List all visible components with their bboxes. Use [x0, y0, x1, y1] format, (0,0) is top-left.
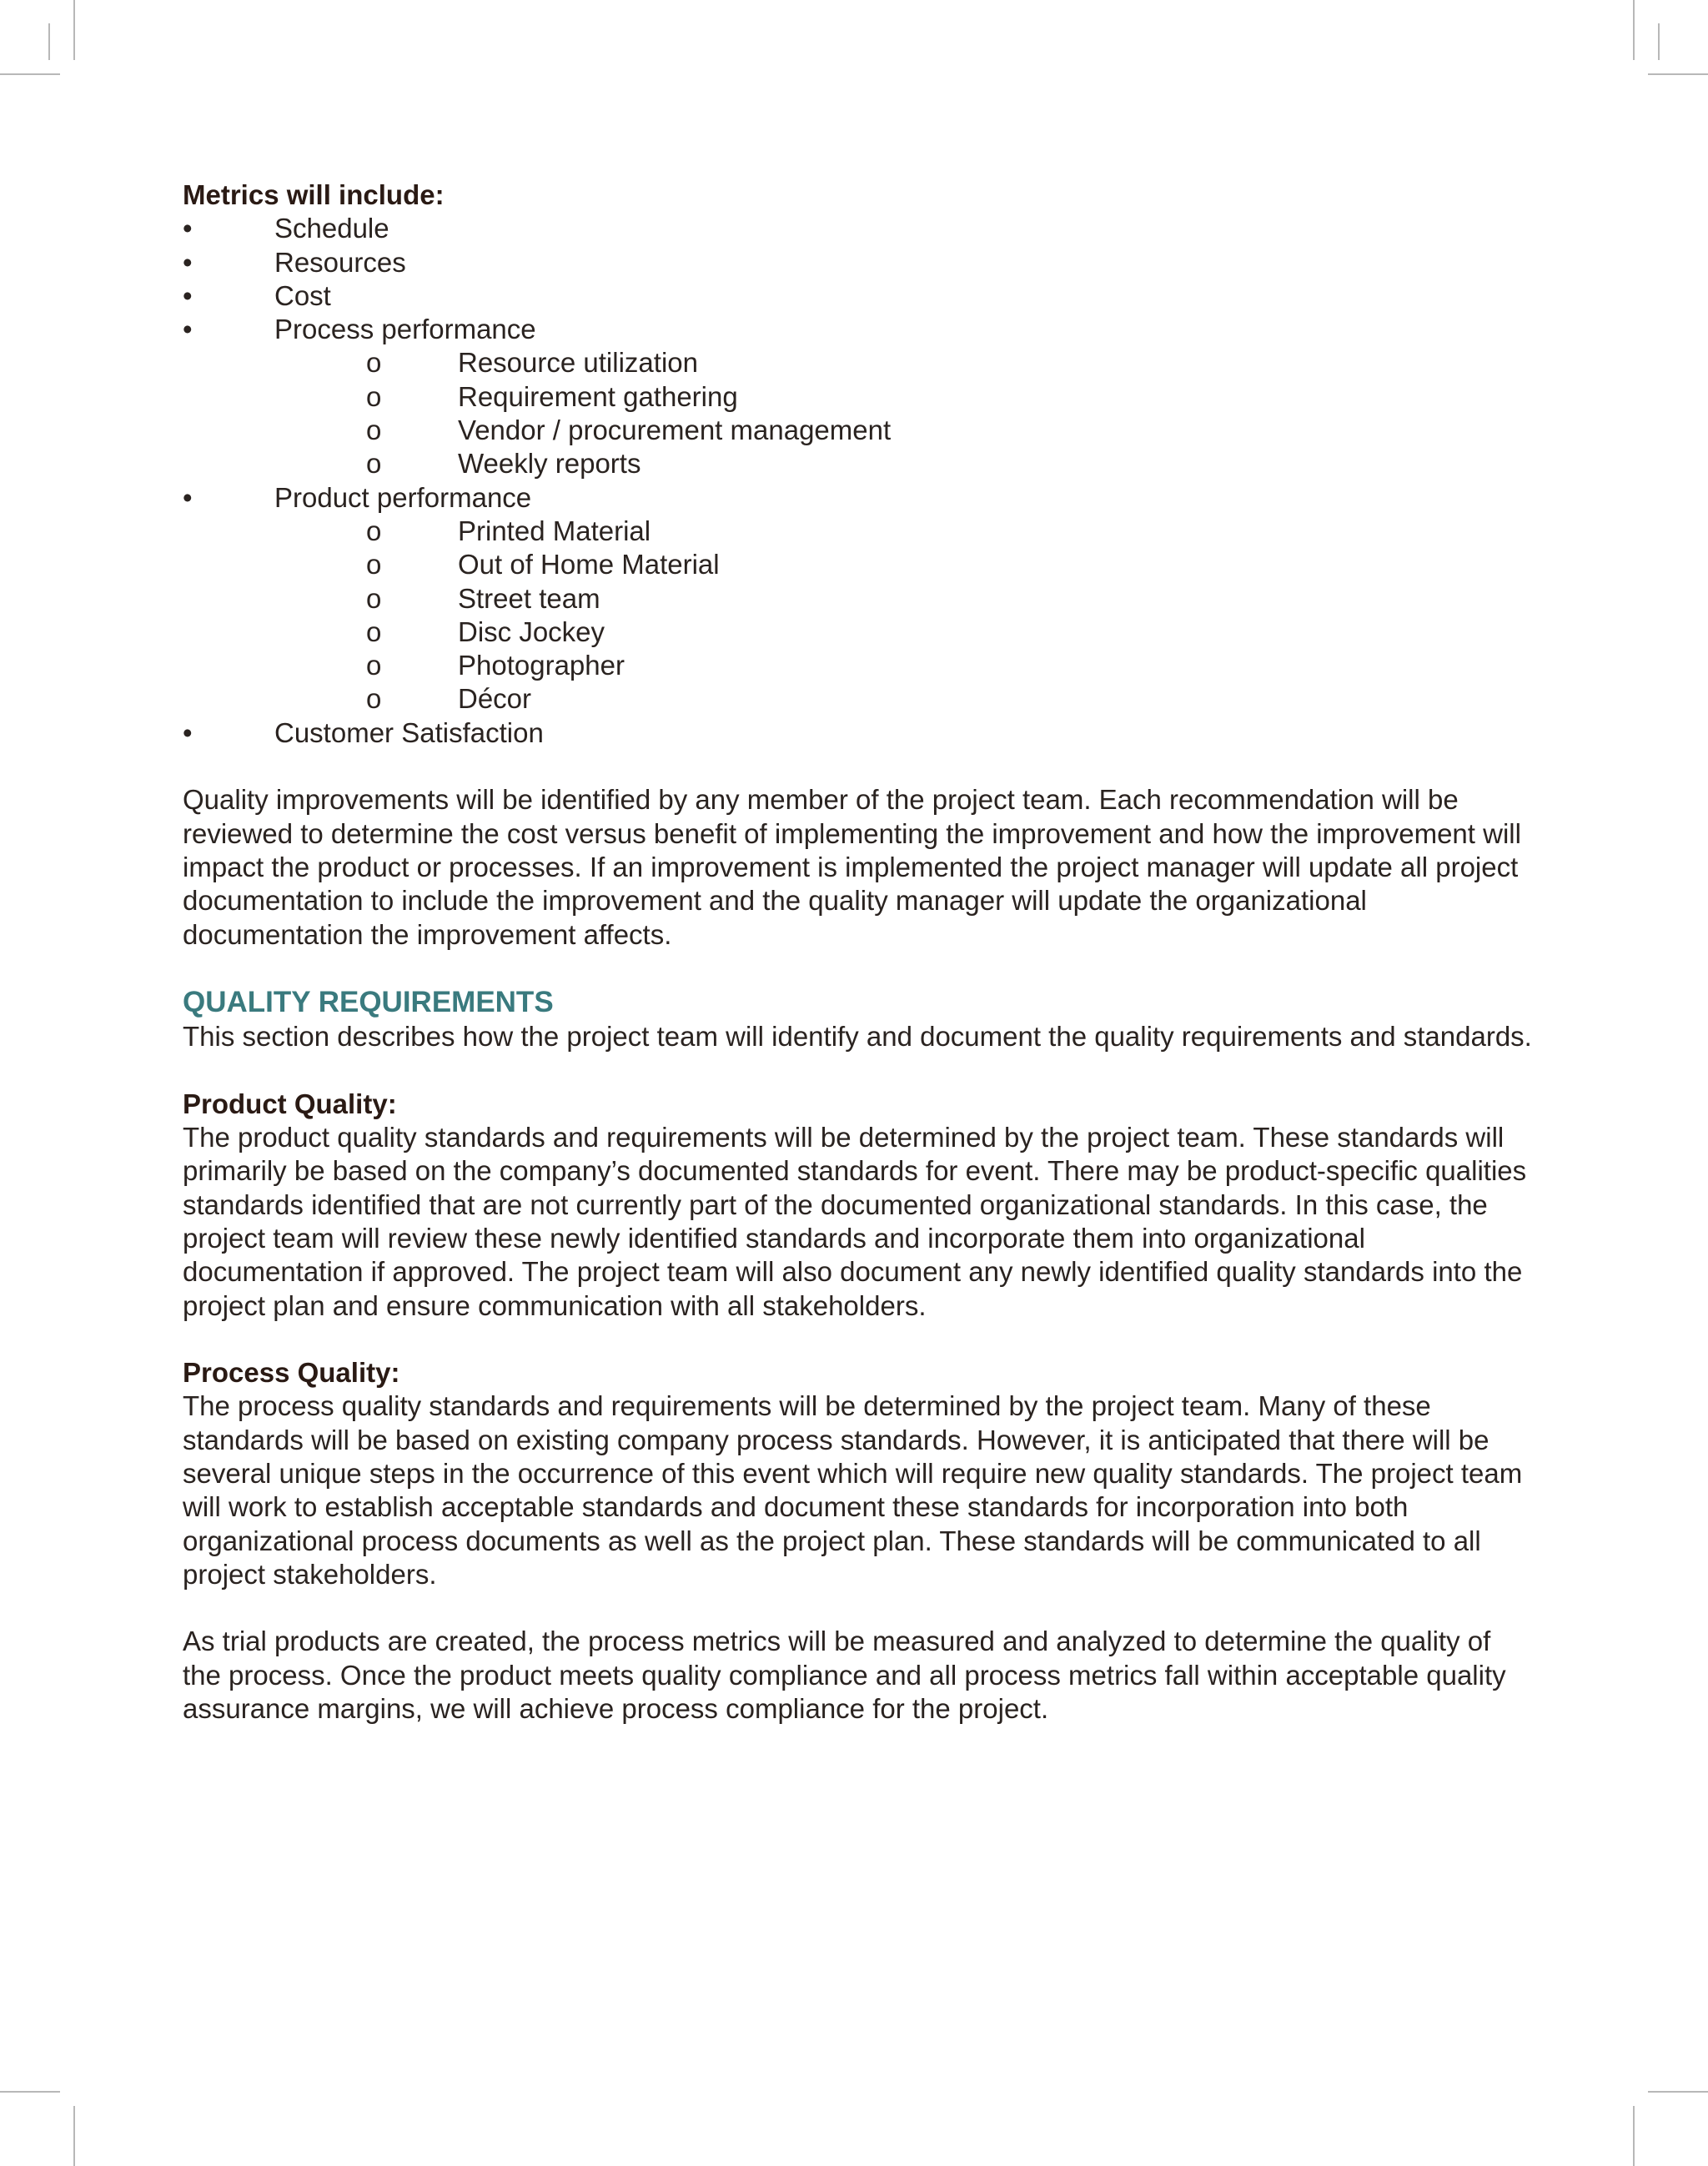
list-item-text: Printed Material: [458, 515, 651, 546]
list-item: [183, 682, 1534, 716]
list-item: [183, 414, 1534, 447]
list-item: [183, 481, 1534, 515]
crop-mark-top-left-h: [0, 73, 60, 75]
sub-bullet-marker: o: [366, 415, 382, 446]
list-item-text: Product performance: [274, 481, 532, 513]
crop-mark-top-right-v: [1633, 0, 1635, 60]
closing-paragraph: As trial products are created, the process metrics will be measured and analyzed to determine the quality of the process. Once the product meets quality compliance and all process metrics fall within acceptable quality assurance margins, we will achieve process compliance for the project.: [183, 1626, 1506, 1725]
sub-bullet-marker: o: [366, 515, 382, 546]
list-item-text: Disc Jockey: [458, 616, 605, 647]
crop-mark-top-right-v2: [1658, 23, 1660, 60]
list-item: [183, 212, 1534, 245]
bullet-marker: •: [183, 481, 193, 513]
list-item: [183, 616, 1534, 649]
sub-bullet-marker: o: [366, 448, 382, 480]
list-item-text: Customer Satisfaction: [274, 716, 544, 748]
list-item: [183, 649, 1534, 682]
improvements-paragraph: Quality improvements will be identified by any member of the project team. Each recommendation will be reviewed to determine the cost versus benefit of implementing the improvement and how the improvement will impact the product or processes. If an improvement is implemented the project manager will update all project documentation to include the improvement and the quality manager will update the organizational documentation the improvement affects.: [183, 784, 1521, 950]
list-item-text: Street team: [458, 582, 600, 614]
list-item-text: Décor: [458, 683, 532, 715]
list-item: [183, 279, 1534, 313]
product-quality-paragraph: The product quality standards and requirements will be determined by the project team. These standards will primarily be based on the company’s documented standards for event. There may be product-specific qualities standards identified that are not currently part of the documented organizational standards. In this case, the project team will review these newly identified standards and incorporate them into organizational documentation if approved. The project team will also document any newly identified quality standards into the project plan and ensure communication with all stakeholders.: [183, 1122, 1527, 1321]
sub-bullet-marker: o: [366, 582, 382, 614]
section-intro: This section describes how the project team will identify and document the quality requirements and standards.: [183, 1021, 1532, 1053]
crop-mark-top-left-v: [73, 0, 75, 60]
bullet-marker: •: [183, 716, 193, 748]
list-item-text: Photographer: [458, 650, 625, 681]
list-item: [183, 582, 1534, 616]
product-quality-heading: Product Quality:: [183, 1088, 397, 1119]
list-item: [183, 447, 1534, 480]
sub-bullet-marker: o: [366, 347, 382, 379]
list-item: [183, 716, 1534, 750]
list-item: [183, 548, 1534, 581]
list-item: [183, 346, 1534, 379]
crop-mark-bottom-left-v: [73, 2106, 75, 2166]
list-item-text: Out of Home Material: [458, 549, 720, 580]
sub-bullet-marker: o: [366, 380, 382, 412]
list-item: [183, 246, 1534, 279]
list-item: [183, 380, 1534, 414]
crop-mark-bottom-right-v: [1633, 2106, 1635, 2166]
crop-mark-bottom-left-h: [0, 2091, 60, 2093]
crop-mark-top-left-v2: [48, 23, 50, 60]
metrics-heading: Metrics will include:: [183, 179, 445, 210]
sub-bullet-marker: o: [366, 549, 382, 580]
sub-bullet-marker: o: [366, 616, 382, 647]
list-item-text: Vendor / procurement management: [458, 415, 892, 446]
process-quality-paragraph: The process quality standards and requirements will be determined by the project team. Many of these standards will be based on existing company process standards. However, it is anticipated that there will be several unique steps in the occurrence of this event which will require new quality standards. The project team will work to establish acceptable standards and document these standards for incorporation into both organizational process documents as well as the project plan. These standards will be communicated to all project stakeholders.: [183, 1390, 1523, 1590]
section-title: QUALITY REQUIREMENTS: [183, 986, 554, 1019]
list-item-text: Resources: [274, 246, 406, 278]
sub-bullet-marker: o: [366, 650, 382, 681]
metrics-list: [183, 212, 1534, 750]
document-page: [183, 178, 1534, 1726]
list-item: [183, 313, 1534, 346]
list-item: [183, 515, 1534, 548]
sub-bullet-marker: o: [366, 683, 382, 715]
list-item-text: Resource utilization: [458, 347, 698, 379]
list-item-text: Weekly reports: [458, 448, 641, 480]
list-item-text: Requirement gathering: [458, 380, 738, 412]
bullet-marker: •: [183, 314, 193, 345]
process-quality-heading: Process Quality:: [183, 1357, 400, 1389]
list-item-text: Process performance: [274, 314, 536, 345]
crop-mark-top-right-h: [1648, 73, 1708, 75]
bullet-marker: •: [183, 246, 193, 278]
list-item-text: Cost: [274, 279, 331, 311]
crop-mark-bottom-right-h: [1648, 2091, 1708, 2093]
bullet-marker: •: [183, 279, 193, 311]
bullet-marker: •: [183, 213, 193, 244]
list-item-text: Schedule: [274, 213, 389, 244]
